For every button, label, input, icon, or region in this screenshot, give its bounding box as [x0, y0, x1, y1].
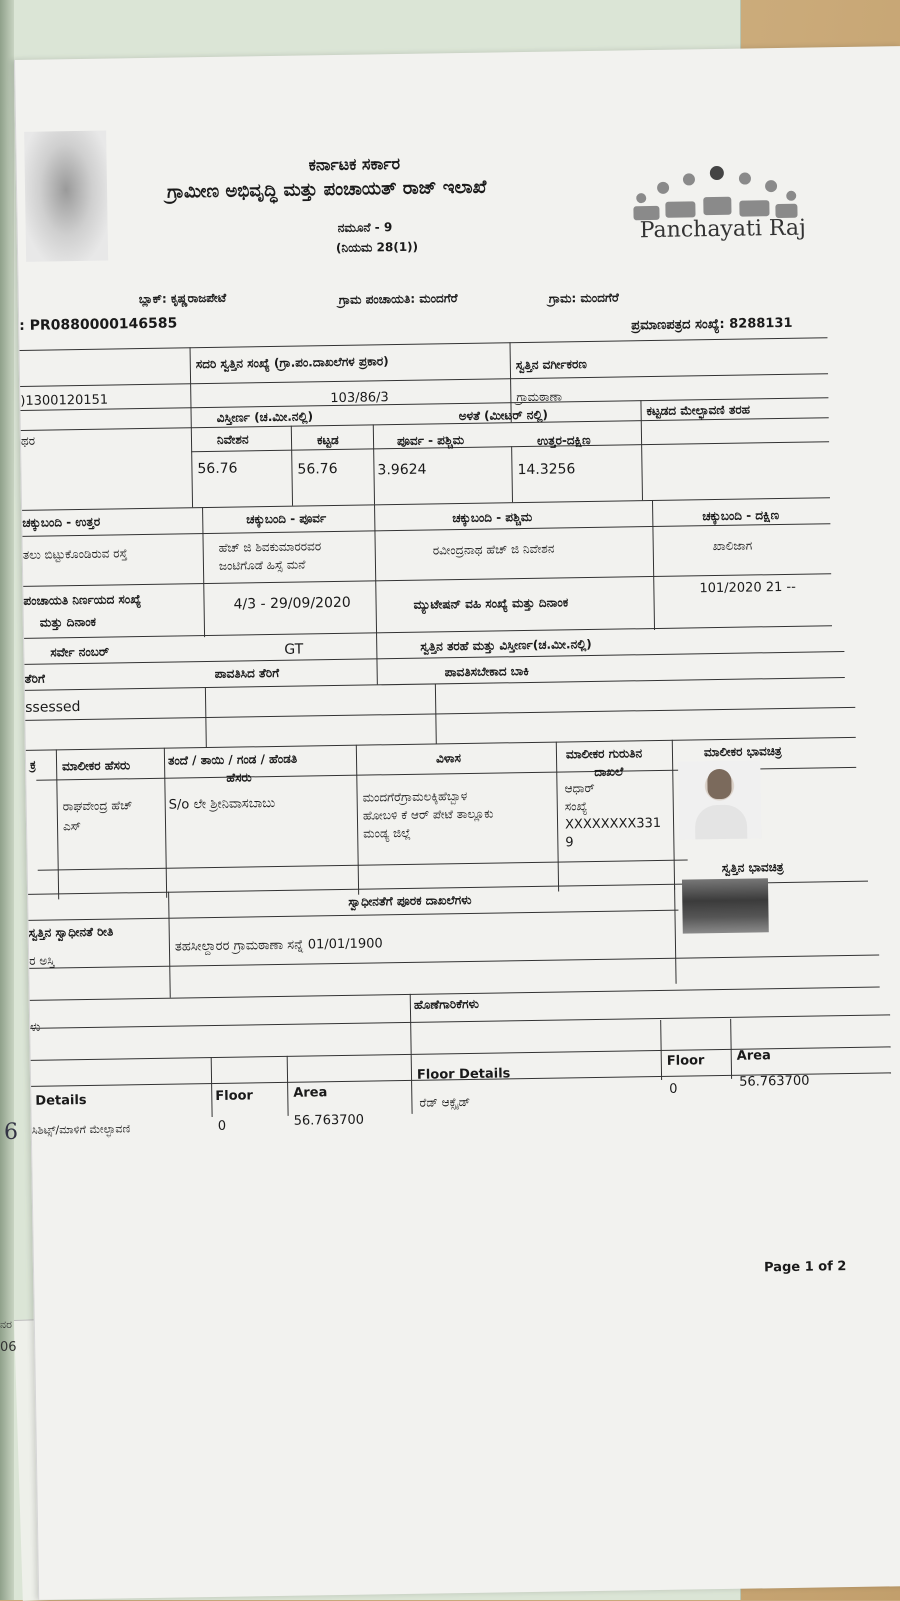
state-emblem-icon — [24, 131, 108, 262]
west-boundary-value: ರವೀಂದ್ರನಾಥ ಹೆಚ್ ಜಿ ನಿವೇಶನ — [432, 541, 555, 558]
form-rule: (ನಿಯಮ 28(1)) — [335, 239, 419, 255]
north-boundary-value: ತಲು ಬಿಟ್ಟುಕೊಂಡಿರುವ ರಸ್ತೆ — [22, 546, 128, 562]
survey-number-label: ಸರ್ವೇ ನಂಬರ್ — [50, 644, 110, 660]
resolution-label-1: ಪಂಚಾಯತಿ ನಿರ್ಣಯದ ಸಂಖ್ಯೆ — [23, 592, 142, 608]
relation-header-2: ಹೆಸರು — [226, 770, 252, 785]
tax-left-label: ತೆರಿಗೆ — [24, 671, 45, 686]
relation-value: S/o ಲೇ ಶ್ರೀನಿವಾಸಬಾಬು — [168, 795, 276, 813]
owner-photo-header: ಮಾಲೀಕರ ಭಾವಚಿತ್ರ — [703, 744, 782, 760]
tax-paid-label: ಪಾವತಿಸಿದ ತೆರಿಗೆ — [214, 665, 280, 681]
owner-name-header: ಮಾಲೀಕರ ಹೆಸರು — [61, 758, 131, 774]
id-doc-header-2: ದಾಖಲೆ — [594, 764, 624, 779]
owner-address-2: ಹೋಬಳಿ ಕೆ ಆರ್ ಪೇಟೆ ತಾಲ್ಲೂಕು — [362, 806, 494, 823]
margin-mark-6: 6 — [4, 1120, 18, 1145]
department-title: ಗ್ರಾಮೀಣ ಅಭಿವೃದ್ಧಿ ಮತ್ತು ಪಂಚಾಯತ್ ರಾಜ್ ಇಲಾಖೆ — [166, 176, 487, 203]
tax-balance-label: ಪಾವತಿಸಬೇಕಾದ ಬಾಕಿ — [444, 663, 529, 680]
logo-text: Panchayati Raj — [639, 215, 807, 244]
address-header: ವಿಳಾಸ — [435, 751, 462, 766]
id-doc-header-1: ಮಾಲೀಕರ ಗುರುತಿನ — [565, 746, 643, 762]
right-floor-row-label: ರೆಡ್ ಆಕ್ಸೈಡ್ — [419, 1094, 471, 1110]
east-west-label: ಪೂರ್ವ - ಪಶ್ಚಿಮ — [396, 432, 465, 449]
east-boundary-value-1: ಹೆಚ್ ಜಿ ಶಿವಕುಮಾರರವರ — [218, 539, 322, 555]
classification-value: ಗ್ರಾಮಠಾಣಾ — [516, 389, 563, 405]
south-boundary-label: ಚಕ್ಕುಬಂದಿ - ದಕ್ಷಿಣ — [702, 508, 780, 524]
certificate-page — [14, 46, 900, 1600]
property-number-value: 103/86/3 — [330, 390, 389, 407]
id-number-1: XXXXXXXX331 — [564, 815, 662, 833]
north-boundary-label: ಚಕ್ಕುಬಂದಿ - ಉತ್ತರ — [22, 514, 101, 530]
survey-number-value: GT — [284, 641, 304, 658]
relation-header-1: ತಂದೆ / ತಾಯಿ / ಗಂಡ / ಹೆಂಡತಿ — [167, 751, 298, 768]
property-type-label: ಸ್ವತ್ತಿನ ತರಹೆ ಮತ್ತು ವಿಸ್ತೀರ್ಣ(ಚ.ಮೀ.ನಲ್ಲಿ) — [420, 636, 592, 654]
site-area-value: 56.76 — [197, 460, 238, 478]
roof-type-header: ಕಟ್ಟಡದ ಮೇಲ್ಛಾವಣಿ ತರಹ — [646, 402, 751, 419]
north-south-value: 14.3256 — [517, 461, 576, 479]
right-floor-details-header: Floor Details — [416, 1066, 511, 1083]
measurement-header: ಅಳತೆ (ಮೀಟರ್ ನಲ್ಲಿ) — [458, 407, 549, 424]
west-boundary-label: ಚಕ್ಕುಬಂದಿ - ಪಶ್ಚಿಮ — [452, 509, 533, 526]
ownership-doc-value: ತಹಸೀಲ್ದಾರರ ಗ್ರಾಮಠಾಣಾ ಸನ್ನೆ 01/01/1900 — [174, 936, 383, 955]
left-floor-row-floor: 0 — [217, 1118, 227, 1134]
right-floor-row-area: 56.763700 — [739, 1073, 810, 1090]
owner-name-1: ರಾಘವೇಂದ್ರ ಹೆಚ್ — [62, 798, 133, 814]
owner-name-2: ಎಸ್ — [62, 819, 82, 834]
mutation-value: 101/2020 21 -- — [699, 579, 796, 597]
tax-assessed-label: ssessed — [25, 699, 81, 716]
file-binding — [0, 0, 14, 1600]
form-number: ನಮೂನೆ - 9 — [337, 220, 393, 235]
ownership-left-fragment: ರ ಅಸ್ತಿ — [29, 953, 55, 968]
property-id: : PR0880000146585 — [19, 315, 178, 334]
id-type-1: ಆಧಾರ್ — [564, 780, 595, 796]
right-floor-header: Floor — [666, 1053, 705, 1069]
east-boundary-value-2: ಜಂಟಿಗೊಡೆ ಹಿಸ್ಸೆ ಮನೆ — [218, 557, 306, 573]
liabilities-left-fragment: ಳು — [30, 1019, 41, 1034]
mutation-label: ಮ್ಯುಟೇಷನ್ ವಹಿ ಸಂಖ್ಯೆ ಮತ್ತು ದಿನಾಂಕ — [413, 595, 569, 612]
left-floor-details-header: Details — [35, 1092, 87, 1109]
classification-header: ಸ್ವತ್ತಿನ ವರ್ಗೀಕರಣ — [515, 357, 587, 373]
ownership-mode-label: ಸ್ವತ್ತಿನ ಸ್ವಾಧೀನತೆ ರೀತಿ — [28, 924, 114, 940]
owner-photo — [678, 760, 761, 839]
taluk-label: ಬ್ಲಾಕ್: ಕೃಷ್ಣರಾಜಪೇಟೆ — [138, 290, 227, 307]
building-area-label: ಕಟ್ಟಡ — [316, 432, 339, 448]
east-west-value: 3.9624 — [377, 461, 427, 479]
village-label: ಗ್ರಾಮ: ಮಂದಗೆರೆ — [548, 290, 619, 306]
extent-header: ವಿಸ್ತೀರ್ಣ (ಚ.ಮೀ.ನಲ್ಲಿ) — [216, 409, 314, 425]
left-area-header: Area — [293, 1085, 328, 1101]
left-label-fragment: ಥರ — [20, 433, 36, 448]
government-title: ಕರ್ನಾಟಕ ಸರ್ಕಾರ — [308, 153, 401, 175]
left-floor-header: Floor — [215, 1088, 254, 1104]
owner-address-3: ಮಂಡ್ಯ ಜಿಲ್ಲೆ — [363, 825, 411, 841]
resolution-label-2: ಮತ್ತು ದಿನಾಂಕ — [39, 614, 97, 630]
margin-mark-06: 06 — [0, 1340, 17, 1355]
panchayati-raj-logo — [629, 158, 801, 261]
liabilities-label: ಹೊಣೆಗಾರಿಕೆಗಳು — [413, 996, 479, 1012]
left-id-fragment: )1300120151 — [20, 392, 109, 409]
id-type-2: ಸಂಖ್ಯೆ — [564, 799, 588, 814]
east-boundary-label: ಚಕ್ಕುಬಂದಿ - ಪೂರ್ವ — [246, 511, 327, 527]
right-floor-row-floor: 0 — [669, 1081, 678, 1097]
owner-serial-header: ಕ್ರ — [29, 757, 37, 772]
certificate-number: ಪ್ರಮಾಣಪತ್ರದ ಸಂಖ್ಯೆ: 8288131 — [631, 315, 793, 334]
building-area-value: 56.76 — [297, 460, 338, 478]
right-area-header: Area — [736, 1048, 771, 1064]
north-south-label: ಉತ್ತರ-ದಕ್ಷಿಣ — [536, 432, 591, 448]
gram-panchayat-label: ಗ್ರಾಮ ಪಂಚಾಯತಿ: ಮಂದಗೆರೆ — [338, 291, 458, 307]
property-photo — [682, 878, 769, 933]
ownership-docs-header: ಸ್ವಾಧೀನತೆಗೆ ಪೂರಕ ದಾಖಲೆಗಳು — [348, 892, 472, 909]
left-floor-row-area: 56.763700 — [293, 1112, 365, 1129]
left-floor-row-label: ಸಿಶಿಟ್ಸ್/ಮಾಳಿಗೆ ಮೇಲ್ಛಾವಣಿ — [31, 1122, 131, 1137]
page-number: Page 1 of 2 — [763, 1259, 847, 1276]
owner-address-1: ಮಂದಗೆರೆಗ್ರಾಮಲಕ್ಕಿಹೆಬ್ಬಾಳ — [362, 788, 468, 805]
site-area-label: ನಿವೇಶನ — [216, 432, 249, 447]
property-number-header: ಸದರಿ ಸ್ವತ್ತಿನ ಸಂಖ್ಯೆ (ಗ್ರಾ.ಪಂ.ದಾಖಲೆಗಳ ಪ್ರಕಾರ) — [195, 354, 389, 372]
property-photo-label: ಸ್ವತ್ತಿನ ಭಾವಚಿತ್ರ — [721, 860, 784, 875]
resolution-value: 4/3 - 29/09/2020 — [233, 594, 351, 613]
south-boundary-value: ಖಾಲಿಜಾಗ — [712, 538, 753, 554]
id-number-2: 9 — [565, 835, 574, 851]
margin-mark-text: ನರ — [0, 1318, 12, 1331]
